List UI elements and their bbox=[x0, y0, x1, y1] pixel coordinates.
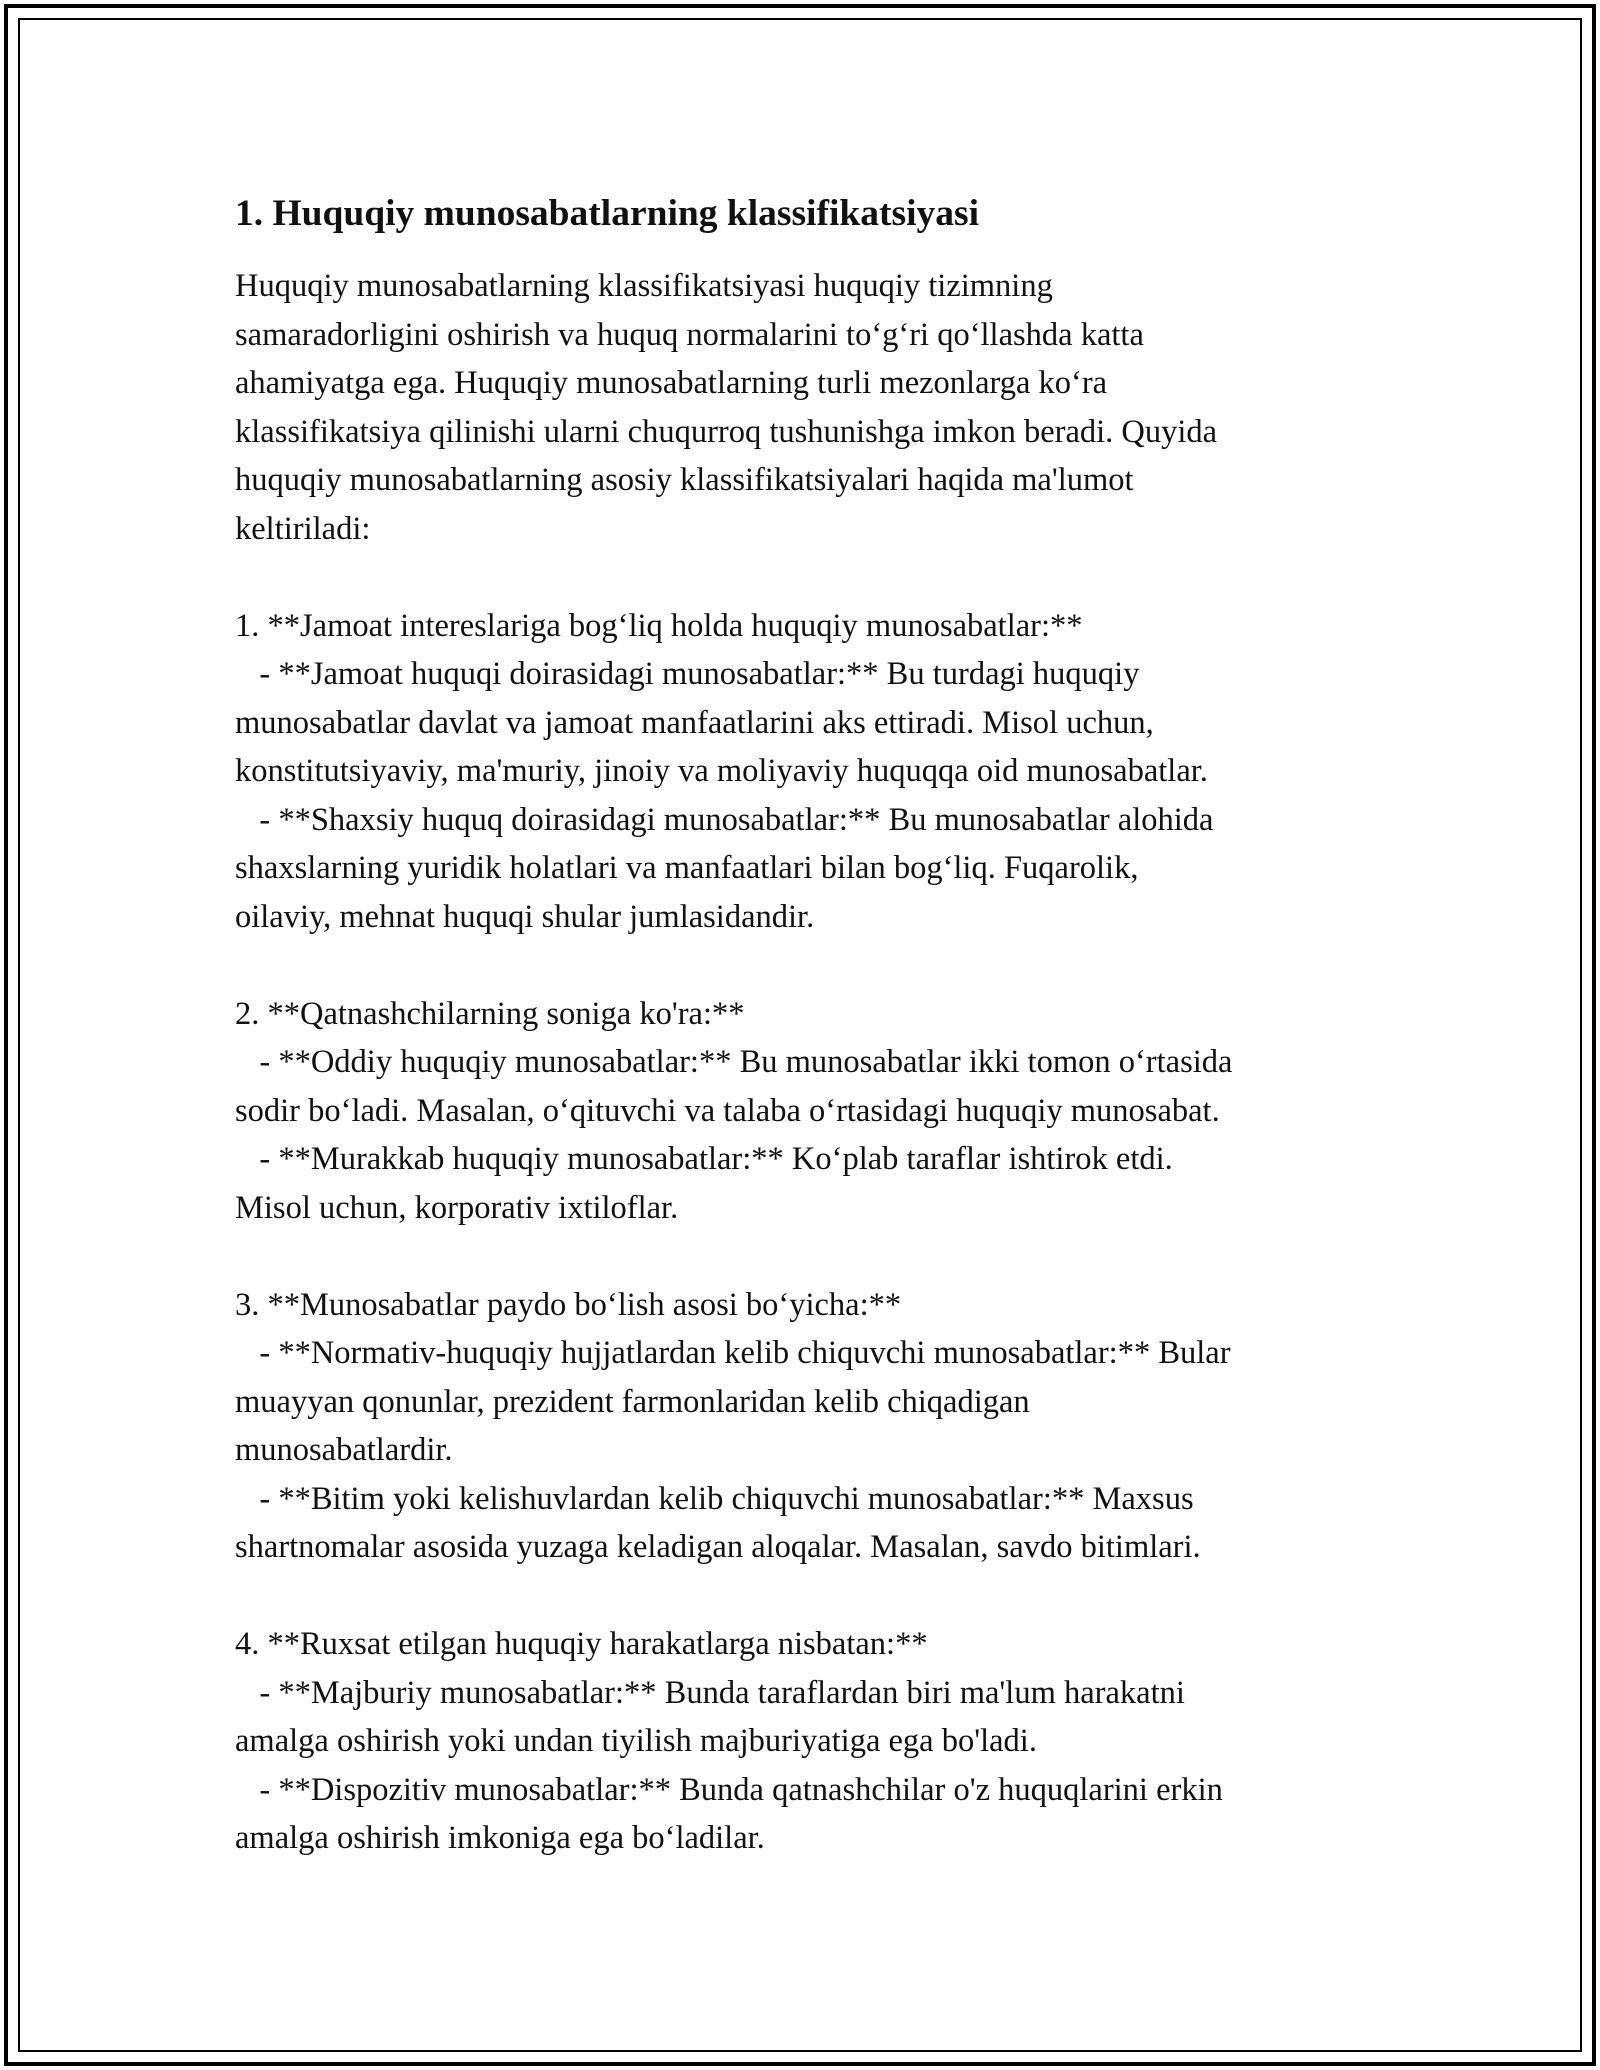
intro-line: samaradorligini oshirish va huquq normalarini to‘g‘ri qo‘llashda katta bbox=[235, 316, 1144, 353]
section-line: - **Murakkab huquqiy munosabatlar:** Ko‘plab taraflar ishtirok etdi. bbox=[235, 1141, 1173, 1177]
intro-line: klassifikatsiya qilinishi ularni chuqurroq tushunishga imkon beradi. Quyida bbox=[235, 413, 1218, 450]
intro-line: keltiriladi: bbox=[235, 510, 371, 547]
section-line: - **Oddiy huquqiy munosabatlar:** Bu munosabatlar ikki tomon o‘rtasida bbox=[235, 1044, 1233, 1080]
section-line: munosabatlardir. bbox=[235, 1432, 453, 1468]
section-line: - **Normativ-huquqiy hujjatlardan kelib chiquvchi munosabatlar:** Bular bbox=[235, 1335, 1231, 1371]
section-heading: 1. **Jamoat intereslariga bog‘liq holda huquqiy munosabatlar:** bbox=[235, 607, 1083, 644]
document-body bbox=[235, 186, 1375, 1863]
section-heading: 2. **Qatnashchilarning soniga ko'ra:** bbox=[235, 995, 745, 1032]
section-line: - **Bitim yoki kelishuvlardan kelib chiquvchi munosabatlar:** Maxsus bbox=[235, 1480, 1194, 1517]
section-line: Misol uchun, korporativ ixtiloflar. bbox=[235, 1189, 679, 1226]
section-line: munosabatlar davlat va jamoat manfaatlarini aks ettiradi. Misol uchun, bbox=[235, 704, 1154, 741]
section-line: oilaviy, mehnat huquqi shular jumlasidandir. bbox=[235, 898, 815, 935]
section-heading: 4. **Ruxsat etilgan huquqiy harakatlarga nisbatan:** bbox=[235, 1626, 928, 1662]
section-line: - **Dispozitiv munosabatlar:** Bunda qatnashchilar o'z huquqlarini erkin bbox=[235, 1771, 1223, 1808]
section-line: shaxslarning yuridik holatlari va manfaatlari bilan bog‘liq. Fuqarolik, bbox=[235, 850, 1139, 886]
section-line: muayyan qonunlar, prezident farmonlaridan kelib chiqadigan bbox=[235, 1383, 1030, 1420]
intro-line: Huquqiy munosabatlarning klassifikatsiyasi huquqiy tizimning bbox=[235, 268, 1053, 304]
intro-line: ahamiyatga ega. Huquqiy munosabatlarning turli mezonlarga ko‘ra bbox=[235, 365, 1108, 401]
section-3 bbox=[235, 1281, 1375, 1572]
blank-line bbox=[235, 1232, 1375, 1281]
section-line: - **Majburiy munosabatlar:** Bunda taraflardan biri ma'lum harakatni bbox=[235, 1674, 1185, 1711]
section-line: amalga oshirish imkoniga ega bo‘ladilar. bbox=[235, 1820, 765, 1856]
section-line: - **Shaxsiy huquq doirasidagi munosabatlar:** Bu munosabatlar alohida bbox=[235, 801, 1214, 838]
intro-line: huquqiy munosabatlarning asosiy klassifikatsiyalari haqida ma'lumot bbox=[235, 462, 1134, 498]
blank-line bbox=[235, 1572, 1375, 1621]
section-2 bbox=[235, 990, 1375, 1233]
intro-paragraph bbox=[235, 262, 1375, 553]
document-title: 1. Huquqiy munosabatlarning klassifikatsiyasi bbox=[235, 193, 979, 234]
section-line: amalga oshirish yoki undan tiyilish majburiyatiga ega bo'ladi. bbox=[235, 1723, 1037, 1759]
section-line: sodir bo‘ladi. Masalan, o‘qituvchi va talaba o‘rtasidagi huquqiy munosabat. bbox=[235, 1092, 1220, 1129]
blank-line bbox=[235, 941, 1375, 990]
blank-line bbox=[235, 553, 1375, 602]
section-4 bbox=[235, 1620, 1375, 1863]
section-line: konstitutsiyaviy, ma'muriy, jinoiy va moliyaviy huquqqa oid munosabatlar. bbox=[235, 753, 1208, 789]
section-line: shartnomalar asosida yuzaga keladigan aloqalar. Masalan, savdo bitimlari. bbox=[235, 1529, 1201, 1565]
section-heading: 3. **Munosabatlar paydo bo‘lish asosi bo‘yicha:** bbox=[235, 1286, 902, 1323]
section-line: - **Jamoat huquqi doirasidagi munosabatlar:** Bu turdagi huquqiy bbox=[235, 656, 1140, 692]
section-1 bbox=[235, 602, 1375, 942]
